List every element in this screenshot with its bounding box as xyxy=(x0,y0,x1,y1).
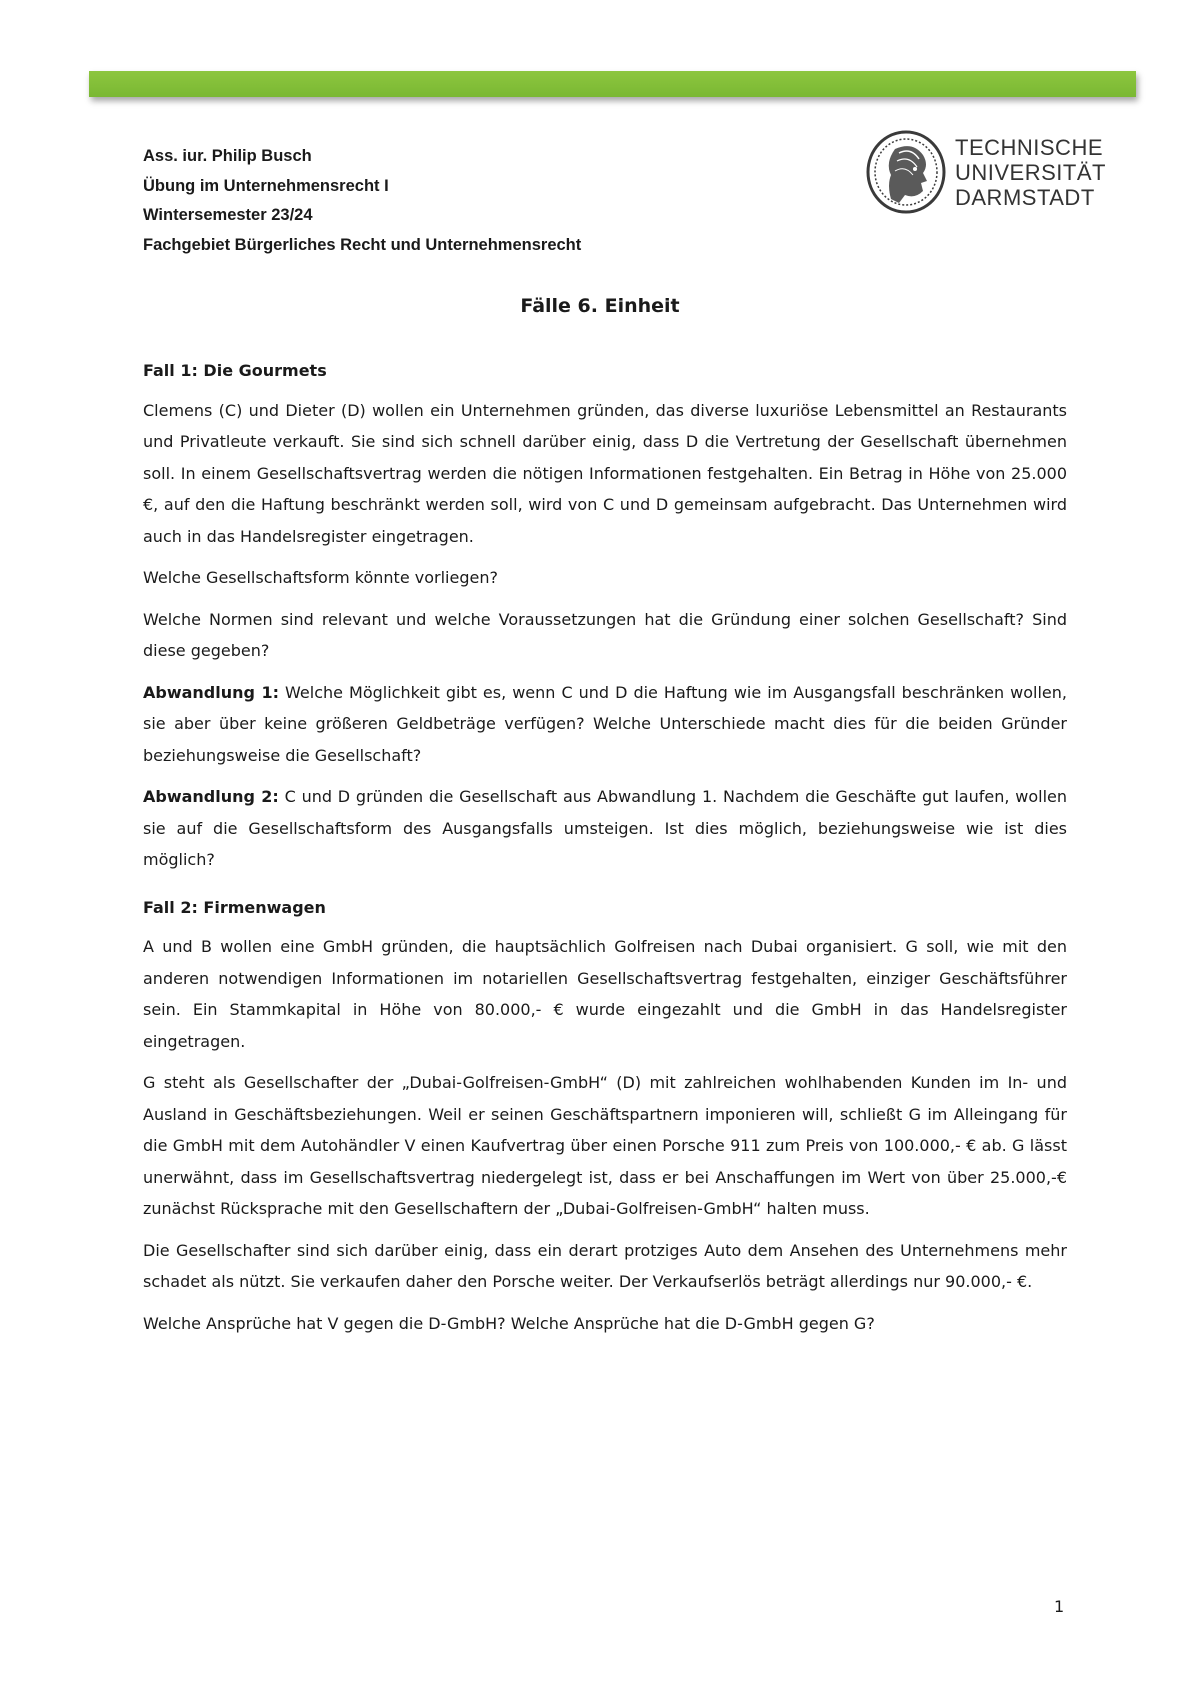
case-1-question-2: Welche Normen sind relevant und welche Voraussetzungen hat die Gründung einer solchen Gesellschaft? Sind diese gegeben? xyxy=(143,609,1067,660)
logo-line-3: DARMSTADT xyxy=(955,185,1095,210)
case-2-question: Welche Ansprüche hat V gegen die D-GmbH? Welche Ansprüche hat die D-GmbH gegen G? xyxy=(143,1313,875,1333)
variant-1-label: Abwandlung 1: xyxy=(143,682,280,702)
university-name xyxy=(955,135,1106,210)
case-2-facts-3: Die Gesellschafter sind sich darüber einig, dass ein derart protziges Auto dem Ansehen des Unternehmens mehr schadet als nützt. Sie verkaufen daher den Porsche weiter. Der Verkaufserlös beträgt allerdings nur 90.000,- €. xyxy=(143,1240,1067,1291)
case-1-variant-1 xyxy=(143,677,1067,772)
semester-line: Wintersemester 23/24 xyxy=(143,206,313,224)
header-accent-bar xyxy=(89,71,1136,97)
document-title: Fälle 6. Einheit xyxy=(520,295,680,317)
case-1-question-1: Welche Gesellschaftsform könnte vorliegen? xyxy=(143,568,498,587)
case-1-heading: Fall 1: Die Gourmets xyxy=(143,361,327,380)
case-1-facts: Clemens (C) und Dieter (D) wollen ein Unternehmen gründen, das diverse luxuriöse Lebensmittel an Restaurants und Privatleute verkauft. Sie sind sich schnell darüber einig, dass D die Vertretung der Gesellschaft übernehmen soll. In einem Gesellschaftsvertrag werden die nötigen Informationen festgehalten. Ein Betrag in Höhe von 25.000 €, auf den die Haftung beschränkt werden soll, wird von C und D gemeinsam aufgebracht. Das Unternehmen wird auch in das Handelsregister eingetragen. xyxy=(143,400,1067,546)
page-number: 1 xyxy=(1054,1597,1065,1616)
course-line: Übung im Unternehmensrecht I xyxy=(143,176,389,195)
variant-1-text: Welche Möglichkeit gibt es, wenn C und D die Haftung wie im Ausgangsfall beschränken wollen, sie aber über keine größeren Geldbeträge verfügen? Welche Unterschiede macht dies für die beiden Gründer beziehungsweise die Gesellschaft? xyxy=(143,682,1067,765)
case-2-facts-2: G steht als Gesellschafter der „Dubai-Golfreisen-GmbH“ (D) mit zahlreichen wohlhabenden Kunden im In- und Ausland in Geschäftsbeziehungen. Weil er seinen Geschäftspartnern imponieren will, schließt G im Alleingang für die GmbH mit dem Autohändler V einen Kaufvertrag über einen Porsche 911 zum Preis von 100.000,- € ab. G lässt unerwähnt, dass im Gesellschaftsvertrag niedergelegt ist, dass er bei Anschaffungen im Wert von über 25.000,-€ zunächst Rücksprache mit den Gesellschaftern der „Dubai-Golfreisen-GmbH“ halten muss. xyxy=(143,1073,1067,1218)
athena-emblem-icon xyxy=(865,129,947,215)
case-2-facts-1: A und B wollen eine GmbH gründen, die hauptsächlich Golfreisen nach Dubai organisiert. G soll, wie mit den anderen notwendigen Informationen im notariellen Gesellschaftsvertrag festgehalten, einziger Geschäftsführer sein. Ein Stammkapital in Höhe von 80.000,- € wurde eingezahlt und die GmbH in das Handelsregister eingetragen. xyxy=(143,937,1067,1051)
author-line: Ass. iur. Philip Busch xyxy=(143,147,312,165)
logo-line-1: TECHNISCHE xyxy=(955,135,1104,160)
case-1-variant-2 xyxy=(143,781,1067,876)
university-logo xyxy=(865,129,1115,215)
variant-2-label: Abwandlung 2: xyxy=(143,787,279,806)
department-line: Fachgebiet Bürgerliches Recht und Unternehmensrecht xyxy=(143,235,582,254)
logo-line-2: UNIVERSITÄT xyxy=(955,160,1106,185)
document-body xyxy=(143,355,1067,1349)
case-2-heading: Fall 2: Firmenwagen xyxy=(143,897,326,917)
document-header-info xyxy=(143,142,581,260)
variant-2-text: C und D gründen die Gesellschaft aus Abwandlung 1. Nachdem die Geschäfte gut laufen, wollen sie auf die Gesellschaftsform des Ausgangsfalls umsteigen. Ist dies möglich, beziehungsweise wie ist dies möglich? xyxy=(143,787,1068,869)
